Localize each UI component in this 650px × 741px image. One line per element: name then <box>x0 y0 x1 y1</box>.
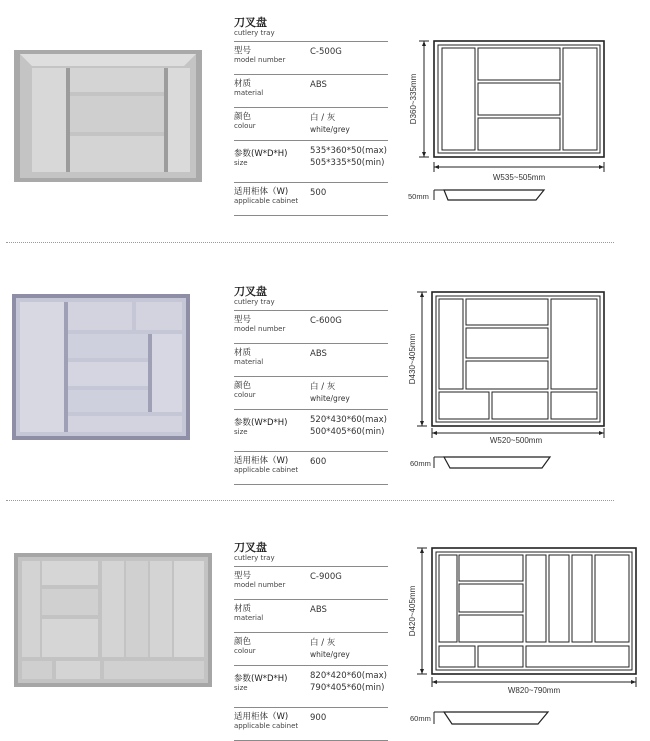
colour-value-cn: 白 / 灰 <box>310 638 336 648</box>
tray-photo <box>14 50 202 182</box>
section-divider <box>6 242 614 243</box>
colour-value <box>310 112 350 136</box>
colour-value-cn: 白 / 灰 <box>310 113 336 123</box>
material-value: ABS <box>310 80 327 90</box>
spec-row-model <box>234 310 388 343</box>
label-en: size <box>234 428 248 436</box>
label-cn: 适用柜体（W) <box>234 187 289 197</box>
label-cn: 参数(W*D*H) <box>234 674 288 684</box>
product-title-cn: 刀叉盘 <box>234 16 267 29</box>
label-cn: 颜色 <box>234 112 252 122</box>
size-max: 820*420*60(max) <box>310 671 387 681</box>
colour-value-cn: 白 / 灰 <box>310 382 336 392</box>
width-dimension: W820~790mm <box>507 686 561 695</box>
model-value: C-900G <box>310 572 342 582</box>
colour-value-en: white/grey <box>310 650 350 659</box>
tray-photo <box>14 553 212 687</box>
size-min: 505*335*50(min) <box>310 158 385 168</box>
width-dimension: W535~505mm <box>492 173 546 182</box>
size-max: 535*360*50(max) <box>310 146 387 156</box>
spec-row-material <box>234 74 388 107</box>
label-en: model number <box>234 581 286 589</box>
label-en: material <box>234 358 264 366</box>
label-cn: 参数(W*D*H) <box>234 149 288 159</box>
size-value <box>310 145 387 169</box>
label-en: applicable cabinet <box>234 466 299 474</box>
depth-dimension: D420~405mm <box>408 585 417 637</box>
spec-row-colour <box>234 107 388 140</box>
label-en: size <box>234 684 248 692</box>
spec-row-size <box>234 409 388 451</box>
technical-drawing <box>406 38 610 208</box>
size-min: 790*405*60(min) <box>310 683 385 693</box>
size-value <box>310 670 387 694</box>
spec-row-model <box>234 41 388 74</box>
spec-row-size <box>234 665 388 707</box>
label-en: material <box>234 89 264 97</box>
label-en: applicable cabinet <box>234 722 299 730</box>
label-en: applicable cabinet <box>234 197 299 205</box>
label-cn: 材质 <box>234 604 252 614</box>
spec-row-model <box>234 566 388 599</box>
spec-row-cabinet <box>234 182 388 216</box>
label-cn: 材质 <box>234 79 252 89</box>
cabinet-value: 500 <box>310 188 327 198</box>
label-en: size <box>234 159 248 167</box>
product-title-cn: 刀叉盘 <box>234 285 267 298</box>
label-cn: 材质 <box>234 348 252 358</box>
label-cn: 适用柜体（W) <box>234 456 289 466</box>
colour-value <box>310 637 350 661</box>
label-cn: 颜色 <box>234 637 252 647</box>
label-cn: 型号 <box>234 315 252 325</box>
width-dimension: W520~500mm <box>489 436 543 445</box>
product-title-en: cutlery tray <box>234 298 275 306</box>
tray-photo <box>12 294 190 440</box>
product-title-en: cutlery tray <box>234 554 275 562</box>
depth-dimension: D360~335mm <box>409 73 418 125</box>
label-en: colour <box>234 122 256 130</box>
height-dimension: 60mm <box>410 459 431 468</box>
label-cn: 型号 <box>234 571 252 581</box>
spec-row-material <box>234 599 388 632</box>
product-title-cn: 刀叉盘 <box>234 541 267 554</box>
spec-row-cabinet <box>234 451 388 485</box>
size-value <box>310 414 387 438</box>
label-en: colour <box>234 391 256 399</box>
colour-value <box>310 381 350 405</box>
cabinet-value: 600 <box>310 457 327 467</box>
label-cn: 适用柜体（W) <box>234 712 289 722</box>
label-cn: 颜色 <box>234 381 252 391</box>
size-max: 520*430*60(max) <box>310 415 387 425</box>
technical-drawing <box>410 290 610 476</box>
product-title-en: cutlery tray <box>234 29 275 37</box>
size-min: 500*405*60(min) <box>310 427 385 437</box>
cabinet-value: 900 <box>310 713 327 723</box>
spec-table <box>234 286 388 485</box>
label-cn: 参数(W*D*H) <box>234 418 288 428</box>
spec-row-material <box>234 343 388 376</box>
spec-row-size <box>234 140 388 182</box>
spec-table <box>234 17 388 216</box>
label-cn: 型号 <box>234 46 252 56</box>
colour-value-en: white/grey <box>310 394 350 403</box>
model-value: C-500G <box>310 47 342 57</box>
label-en: model number <box>234 56 286 64</box>
height-dimension: 60mm <box>410 714 431 723</box>
spec-row-colour <box>234 376 388 409</box>
spec-table <box>234 542 388 741</box>
model-value: C-600G <box>310 316 342 326</box>
material-value: ABS <box>310 349 327 359</box>
spec-row-cabinet <box>234 707 388 741</box>
technical-drawing <box>408 546 642 734</box>
spec-row-colour <box>234 632 388 665</box>
depth-dimension: D430~405mm <box>408 333 417 385</box>
height-dimension: 50mm <box>408 192 429 201</box>
material-value: ABS <box>310 605 327 615</box>
label-en: material <box>234 614 264 622</box>
section-divider <box>6 500 614 501</box>
label-en: model number <box>234 325 286 333</box>
colour-value-en: white/grey <box>310 125 350 134</box>
label-en: colour <box>234 647 256 655</box>
